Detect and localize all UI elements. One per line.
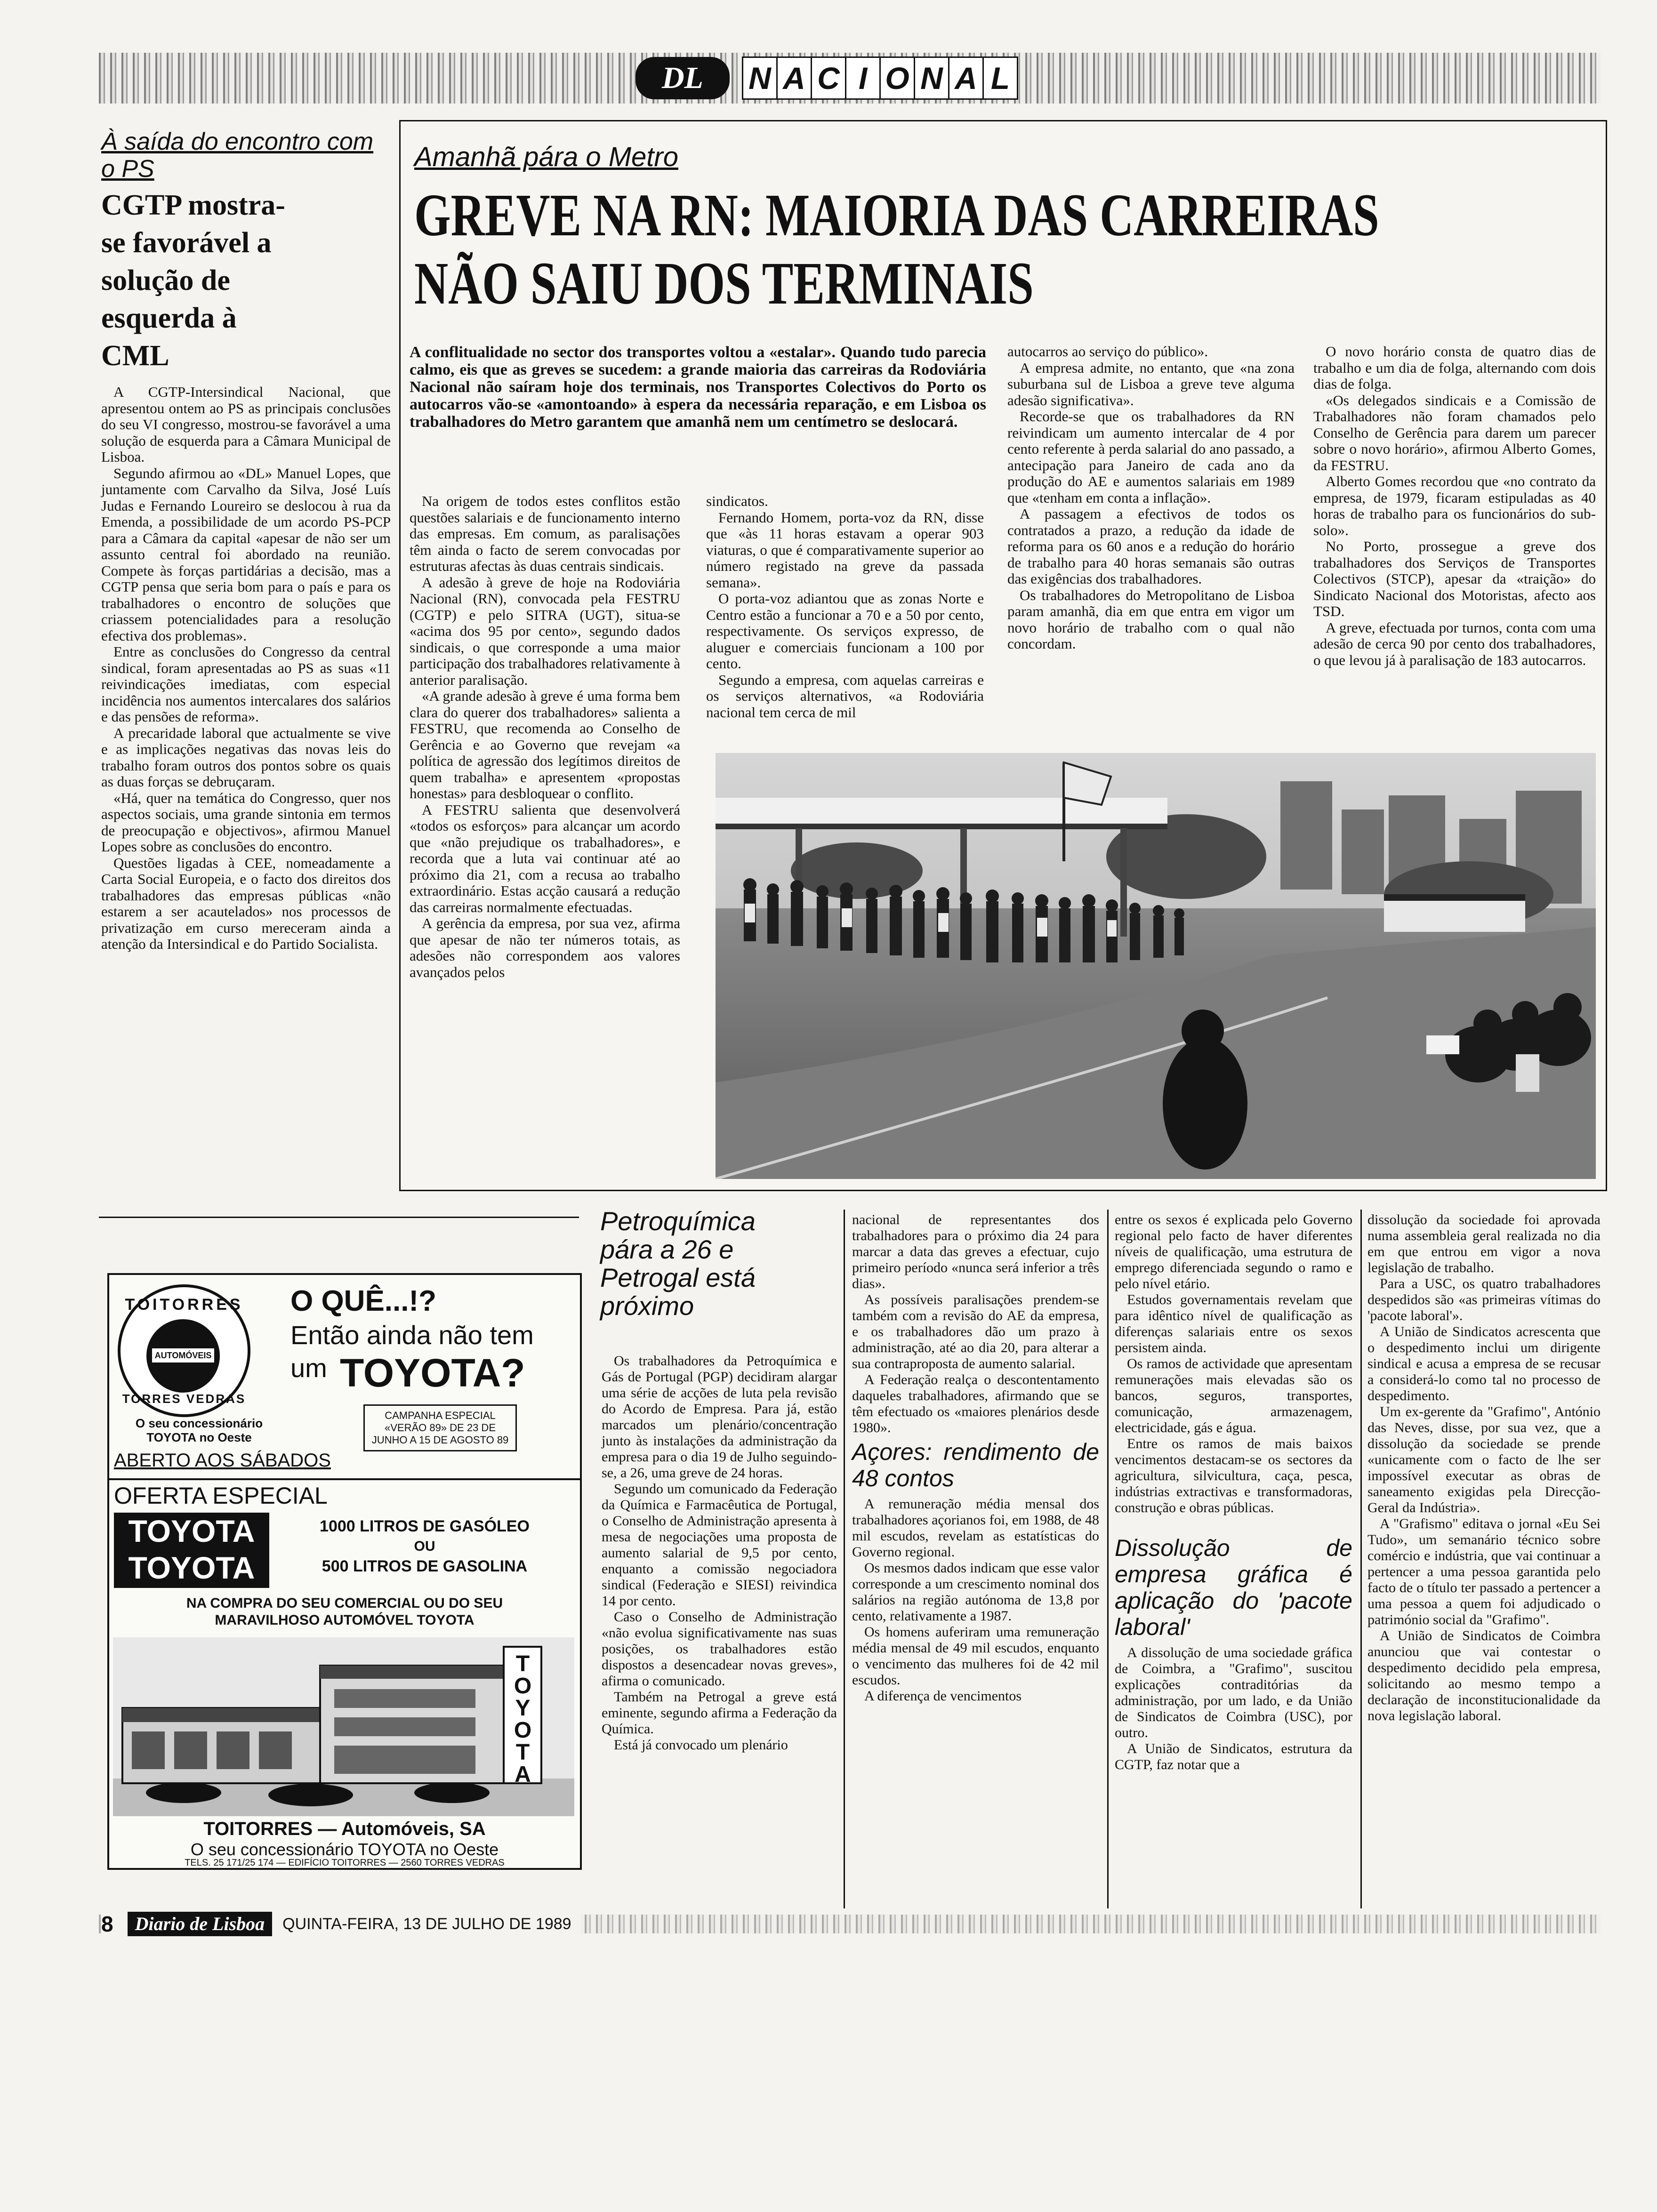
footer	[101, 1912, 581, 1936]
divider-line	[99, 1217, 579, 1218]
section-letter: A	[948, 56, 984, 100]
paragraph: As possíveis paralisações prendem-se também com a revisão do AE da empresa, e os trabalhadores dão um prazo à administração, até ao dia 20, para alterar a sua contraproposta de aumento salarial.	[852, 1292, 1099, 1371]
ad-toyota-question: TOYOTA?	[340, 1351, 525, 1395]
main-story-headline	[414, 181, 1379, 318]
building-sign	[506, 1651, 539, 1784]
divider-line	[1360, 1210, 1362, 1908]
paragraph: «Há, quer na temática do Congresso, quer nos aspectos sociais, uma grande sintonia em termos de preocupação e objectivos», afirmou Manuel Lopes sobre as conclusões do encontro.	[101, 789, 391, 855]
ad-offer: OFERTA ESPECIAL	[114, 1483, 328, 1509]
paragraph: sindicatos.	[706, 493, 768, 509]
paragraph: A Federação realça o descontentamento daqueles trabalhadores, afirmando que se têm efectuado os «maiores plenários desde 1980».	[852, 1372, 1099, 1435]
dealership-building-icon	[113, 1637, 574, 1816]
left-story	[101, 128, 391, 953]
ad-offer-bar	[109, 1478, 580, 1480]
toyota-brand: TOYOTA	[128, 1514, 255, 1548]
building-sign-text: TOYOTA	[510, 1651, 535, 1784]
paragraph: «Os delegados sindicais e a Comissão de Trabalhadores não foram chamados pelo Conselho de Gerência para darem um parecer sobre o novo horário», afirmou Alberto Gomes, da FESTRU.	[1313, 392, 1596, 473]
paragraph: Segundo a empresa, com aquelas carreiras e os serviços alternativos, «a Rodoviária nacional tem cerca de mil	[706, 671, 984, 721]
ad-building-image	[113, 1637, 574, 1816]
left-story-headline: CGTP mostra-se favorável a solução de esquerda à CML	[101, 189, 285, 372]
left-story-kicker: À saída do encontro com o PS	[101, 128, 374, 183]
paragraph: Também na Petrogal a greve está eminente, segundo afirma a Federação da Química.	[602, 1689, 837, 1737]
paragraph: A CGTP-Intersindical Nacional, que apresentou ontem ao PS as principais conclusões do seu VI congresso, mostrou-se favorável a uma solução de esquerda para a Câmara Municipal de Lisboa.	[101, 384, 391, 465]
main-col-2	[706, 493, 984, 721]
paragraph: Na origem de todos estes conflitos estão questões salariais e de funcionamento interno das empresas. Em comum, as paralisações têm ainda o facto de serem convocadas por estruturas afectas às duas centrais sindicais.	[410, 493, 680, 574]
paragraph: A "Grafismo" editava o jornal «Eu Sei Tudo», um semanário técnico sobre comércio e indústria, que vai continuar a pertencer a uma pessoa garantida pelo facto de o título ter passado a pertencer a uma pessoa a quem foi adjudicado o património social da "Grafimo".	[1367, 1516, 1601, 1627]
paragraph: Os homens auferiram uma remuneração média mensal de 49 mil escudos, enquanto o vencimento das mulheres foi de 42 mil escudos.	[852, 1624, 1099, 1688]
acores-col-3	[1115, 1212, 1352, 1773]
ad-fuel-1: 1000 LITROS DE GASÓLEO	[320, 1517, 530, 1535]
headline-line: GREVE NA RN: MAIORIA DAS CARREIRAS	[414, 182, 1379, 248]
paragraph: «A grande adesão à greve é uma forma bem clara do querer dos trabalhadores» salienta a FESTRU, que recomenda ao Conselho de Gerência e ao Governo que revejam «a política de agressão dos legítimos direitos de quem trabalha» e apresentem «propostas honestas» para desbloquear o conflito.	[410, 688, 680, 801]
paragraph: autocarros ao serviço do público».	[1007, 343, 1208, 360]
paragraph: Recorde-se que os trabalhadores da RN reivindicam um aumento intercalar de 4 por cento referente à perda salarial do ano passado, a antecipação para Janeiro de cada ano da produção do AE e aumentos salariais em 1989 que «tenham em conta a inflação».	[1007, 408, 1295, 506]
main-story-lead	[410, 344, 986, 431]
headline-line: NÃO SAIU DOS TERMINAIS	[414, 250, 1034, 317]
paragraph: A empresa admite, no entanto, que «na zona suburbana sul de Lisboa a greve teve alguma adesão significativa».	[1007, 359, 1295, 409]
paragraph: Um ex-gerente da "Grafimo", António das Neves, disse, por sua vez, que a dissolução da sociedade se prende «unicamente com o facto de lhe ser impossível executar as obras de saneamento exigidas pela Direcção-Geral da Indústria».	[1367, 1404, 1601, 1515]
divider-line	[1107, 1210, 1109, 1908]
paragraph: A FESTRU salienta que desenvolverá «todos os esforços» para alcançar um acordo que «não prejudique os trabalhadores», e recorda que a luta vai continuar até ao próximo dia 21, com a recusa ao trabalho extraordinário. Estas acção causará a redução das carreiras normalmente efectuadas.	[410, 801, 680, 915]
paragraph: A União de Sindicatos acrescenta que o despedimento inclui um dirigente sindical e acusa a empresa de se recusar a considerá-lo como tal no processo de despedimento.	[1367, 1324, 1601, 1403]
paragraph: A gerência da empresa, por sua vez, afirma que apesar de não ter números totais, as adesões não correspondem aos valores avançados pelos	[410, 915, 680, 980]
section-letter: N	[914, 56, 949, 100]
petro-headline: Petroquímica pára a 26 e Petrogal está próximo	[600, 1206, 756, 1321]
badge-center	[146, 1319, 220, 1393]
ad-fuel-2: 500 LITROS DE GASOLINA	[322, 1557, 528, 1575]
paragraph: Os trabalhadores do Metropolitano de Lisboa param amanhã, dia em que entra em vigor um novo horário de trabalho com o qual não concordam.	[1007, 586, 1295, 652]
paragraph: Alberto Gomes recordou que «no contrato da empresa, de 1979, ficaram estipuladas as 40 horas de trabalho para os funcionários do sub-solo».	[1313, 473, 1596, 538]
paragraph: Segundo afirmou ao «DL» Manuel Lopes, que juntamente com Carvalho da Silva, José Luís Judas e Fernando Loureiro se deslocou à rua da Emenda, a possibilidade de um acordo PS-PCP para a Câmara da capital «apesar de não ser um assunto central foi abordado na reunião. Compete às forças partidárias a decisão, mas a CGTP pensa que seria bom para o país e para os trabalhadores o encontro de soluções que criassem potencialidades para a resolução efectiva dos problemas».	[101, 465, 391, 644]
grafica-headline: Dissolução de empresa gráfica é aplicação do 'pacote laboral'	[1115, 1535, 1352, 1640]
divider-line	[844, 1210, 845, 1908]
ad-subline: Então ainda não tem	[290, 1320, 534, 1350]
paragraph: Está já convocado um plenário	[614, 1737, 788, 1753]
grafica-col-4	[1367, 1212, 1601, 1724]
ad-dealer: O seu concessionário TOYOTA no Oeste	[135, 1416, 263, 1444]
ad-headline: O QUÊ...!?	[290, 1285, 436, 1317]
paragraph: A União de Sindicatos de Coimbra anunciou que vai contestar o despedimento decidido pela empresa, solicitando ao mesmo tempo a declaração de inconstitucionalidade da nova legislação laboral.	[1367, 1628, 1601, 1723]
paragraph: A adesão à greve de hoje na Rodoviária Nacional (RN), convocada pela FESTRU (CGTP) e pelo SITRA (UGT), situa-se «acima dos 95 por cento», segundo dados sindicais, o que corresponde a uma maior participação dos trabalhadores relativamente à anterior paralisação.	[410, 574, 680, 688]
paragraph: Entre as conclusões do Congresso da central sindical, foram apresentadas ao PS as suas «11 reivindicações imediatas, com especial incidência nos aumentos intercalares dos salários e das pensões de reforma».	[101, 643, 391, 725]
issue-date: QUINTA-FEIRA, 13 DE JULHO DE 1989	[282, 1915, 571, 1933]
paragraph: Para a USC, os quatro trabalhadores despedidos são «as primeiras vítimas do 'pacote laboral'».	[1367, 1276, 1601, 1323]
paragraph: Os mesmos dados indicam que esse valor corresponde a um crescimento nominal dos salários na região autónoma de 13,8 por cento, relativamente a 1987.	[852, 1560, 1099, 1624]
dl-logo: DL	[635, 57, 730, 99]
section-letter: O	[879, 56, 915, 100]
section-title	[742, 56, 1017, 100]
paragraph: A passagem a efectivos de todos os contratados a prazo, a redução da idade de reforma para os 60 anos e a redução do horário de trabalho para 40 horas semanais são outras das exigências dos trabalhadores.	[1007, 505, 1295, 587]
ad-fuel-or: OU	[414, 1539, 435, 1554]
ad-company: TOITORRES — Automóveis, SA	[203, 1819, 486, 1839]
paragraph: Segundo um comunicado da Federação da Química e Farmacêutica de Portugal, o Conselho de Administração apresenta à mesa de negociações uma proposta de aumento salarial de 9,5 por cento, enquanto a comissão negociadora sindical (Federação e SIESI) reivindica 14 por cento.	[602, 1481, 837, 1609]
paragraph: A greve, efectuada por turnos, conta com uma adesão de cerca 90 por cento dos trabalhadores, o que levou já à paralisação de 183 autocarros.	[1313, 619, 1596, 668]
petro-col-2	[852, 1212, 1099, 1704]
ad-um: um	[290, 1353, 327, 1383]
ad-box	[107, 1273, 582, 1870]
paragraph: Fernando Homem, porta-voz da RN, disse que «às 11 horas estavam a operar 903 viaturas, o que é comparativamente superior ao número registado na greve da passada semana».	[706, 509, 984, 591]
paragraph: Entre os ramos de mais baixos vencimentos destacam-se os sectores da agricultura, silvicultura, caça, pesca, indústrias extractivas e transformadoras, construção e obras públicas.	[1115, 1436, 1352, 1515]
ad-dealer-2: O seu concessionário TOYOTA no Oeste	[190, 1840, 499, 1859]
petro-col-1	[602, 1353, 837, 1753]
paragraph: No Porto, prossegue a greve dos trabalhadores dos Serviços de Transportes Colectivos (STCP), apesar da «traição» do Sindicato Nacional dos Motoristas, afecto aos TSD.	[1313, 538, 1596, 619]
paper-logo: Diario de Lisboa	[128, 1912, 273, 1936]
ad-saturdays: ABERTO AOS SÁBADOS	[114, 1450, 331, 1471]
paragraph: A diferença de vencimentos	[864, 1688, 1022, 1704]
main-col-3	[1007, 344, 1295, 652]
paragraph: Questões ligadas à CEE, nomeadamente a Carta Social Europeia, e o facto dos direitos dos trabalhadores das empresas públicas «não estarem a ser acautelados» nos processos de privatização em curso mereceram ainda a atenção da Intersindical e do Partido Socialista.	[101, 854, 391, 952]
ad-contacts: TELS. 25 171/25 174 — EDIFÍCIO TOITORRES — 2560 TORRES VEDRAS	[185, 1858, 505, 1868]
paragraph: Os ramos de actividade que apresentam remunerações mais elevadas são os bancos, seguros, transportes, comunicação, armazenagem, electricidade, gás e água.	[1115, 1356, 1352, 1435]
paragraph: A União de Sindicatos, estrutura da CGTP, faz notar que a	[1115, 1741, 1352, 1772]
paragraph: O novo horário consta de quatro dias de trabalho e um dia de folga, alternando com dois dias de folga.	[1313, 343, 1596, 392]
paragraph: Os trabalhadores da Petroquímica e Gás de Portugal (PGP) decidiram alargar uma série de acções de luta pela revisão do Acordo de Empresa. Para já, estão marcados um plenário/concentração junto às instalações da administração da empresa para o dia 19 de Julho seguindo-se, a 26, uma greve de 24 horas.	[602, 1353, 837, 1481]
section-letter: C	[811, 56, 846, 100]
toitorres-badge	[118, 1284, 250, 1417]
paragraph: A dissolução de uma sociedade gráfica de Coimbra, a "Grafimo", suscitou explicações contraditórias da administração, por um lado, e da União de Sindicatos de Coimbra (USC), por outro.	[1115, 1645, 1352, 1740]
paragraph: Estudos governamentais revelam que para idêntico nível de qualificação as diferenças salariais entre os sexos persistem ainda.	[1115, 1292, 1352, 1355]
page-number: 8	[101, 1912, 113, 1936]
paragraph: dissolução da sociedade foi aprovada numa assembleia geral realizada no dia em que entrou em vigor a nova legislação de trabalho.	[1367, 1212, 1601, 1275]
badge-bottom-text: TORRES VEDRAS	[122, 1392, 246, 1406]
ad-campaign: CAMPANHA ESPECIAL «VERÃO 89» DE 23 DE JUNHO A 15 DE AGOSTO 89	[363, 1404, 517, 1451]
section-letter: I	[845, 56, 881, 100]
paragraph: nacional de representantes dos trabalhadores para o próximo dia 24 para marcar a data das greves a efectuar, cujo primeiro período «nunca será inferior a três dias».	[852, 1212, 1099, 1291]
bus-terminal-queue-photo	[716, 753, 1596, 1179]
section-letter: A	[776, 56, 812, 100]
main-col-4	[1313, 344, 1596, 668]
paragraph: entre os sexos é explicada pelo Governo regional pelo facto de haver diferentes níveis de qualificação, uma estrutura de emprego diferenciada segundo o ramo e pelo nível etário.	[1115, 1212, 1352, 1291]
toyota-brand: TOYOTA	[128, 1550, 255, 1585]
acores-headline: Açores: rendimento de 48 contos	[852, 1439, 1099, 1491]
main-story-kicker: Amanhã pára o Metro	[414, 142, 678, 172]
paragraph: O porta-voz adiantou que as zonas Norte e Centro estão a funcionar a 70 e a 50 por cento, respectivamente. Os serviços expresso, de aluguer e comerciais funcionam a 100 por cento.	[706, 590, 984, 672]
lead-paragraph: A conflitualidade no sector dos transportes voltou a «estalar». Quando tudo parecia calmo, eis que as greves se sucedem: a grande maioria das carreiras da Rodoviária Nacional não saíram hoje dos terminais, nos Transportes Colectivos do Porto os autocarros vão-se «amontoando» à espera da necessária reparação, e em Lisboa os trabalhadores do Metro garantem que amanhã nem um centímetro se deslocará.	[410, 344, 986, 431]
section-letter: N	[742, 56, 778, 100]
badge-top-text: TOITORRES	[125, 1296, 243, 1314]
ad-toyota-block	[114, 1513, 269, 1588]
paragraph: Caso o Conselho de Administração «não evolua significativamente nas suas posições, os trabalhadores estão dispostos a desencadear novas greves», afirma o comunicado.	[602, 1609, 837, 1689]
section-letter: L	[982, 56, 1018, 100]
paragraph: A remuneração média mensal dos trabalhadores açorianos foi, em 1988, de 48 mil escudos, revelam as estatísticas do Governo regional.	[852, 1496, 1099, 1560]
ad-purchase: NA COMPRA DO SEU COMERCIAL OU DO SEU MARAVILHOSO AUTOMÓVEL TOYOTA	[186, 1595, 503, 1628]
strike-photo	[716, 753, 1596, 1179]
main-col-1	[410, 493, 680, 980]
badge-middle-text: AUTOMÓVEIS S.A.	[152, 1348, 214, 1362]
left-story-body	[101, 384, 391, 953]
paragraph: A precaridade laboral que actualmente se vive e as implicações negativas das novas leis do trabalho foram outros dos pontos sobre os quais as duas forças se debruçaram.	[101, 724, 391, 790]
section-header	[635, 56, 1017, 101]
